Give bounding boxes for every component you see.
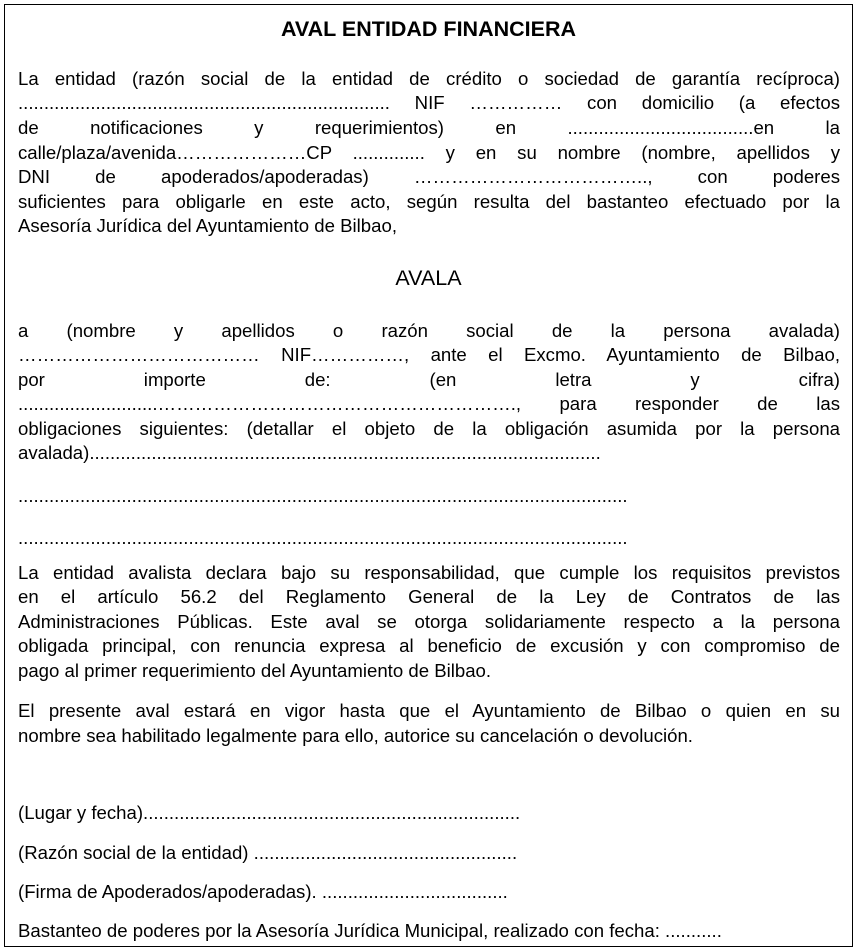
avala-heading: AVALA [395,266,462,290]
bastanteo-field: Bastanteo de poderes por la Asesoría Jurídica Municipal, realizado con fecha: ........... [18,920,722,941]
aval-form-document [4,4,853,947]
avala-blank-line-1: ...................................................................................................................... [18,485,628,506]
avala-blank-line-2: ...................................................................................................................... [18,527,628,548]
validity-line-2: nombre sea habilitado legalmente para ello, autorice su cancelación o devolución. [18,725,693,746]
avala-line-6: avalada)................................................................................................... [18,442,601,463]
place-date-field: (Lugar y fecha)......................................................................... [18,802,521,823]
intro-line-5: DNI de apoderados/apoderadas) ……………………………….., con poderes [18,166,840,187]
avala-line-4: ...........................…………………………………………………., para responder de las [18,393,840,414]
avala-line-5: obligaciones siguientes: (detallar el objeto de la obligación asumida por la persona [18,418,840,439]
declaration-line-1: La entidad avalista declara bajo su responsabilidad, que cumple los requisitos previstos [18,562,840,583]
intro-line-6: suficientes para obligarle en este acto, según resulta del bastanteo efectuado por la [18,191,840,212]
intro-line-4: calle/plaza/avenida…………………CP .............. y en su nombre (nombre, apellidos y [18,142,840,163]
intro-line-3: de notificaciones y requerimientos) en ....................................en la [18,117,840,138]
declaration-line-3: Administraciones Públicas. Este aval se otorga solidariamente respecto a la persona [18,611,840,632]
validity-line-1: El presente aval estará en vigor hasta que el Ayuntamiento de Bilbao o quien en su [18,700,840,721]
document-title: AVAL ENTIDAD FINANCIERA [280,17,577,41]
intro-line-1: La entidad (razón social de la entidad de crédito o sociedad de garantía recíproca) [18,68,840,89]
avala-line-1: a (nombre y apellidos o razón social de la persona avalada) [18,320,840,341]
entity-name-field: (Razón social de la entidad) ................................................... [18,842,518,863]
avala-line-3: por importe de: (en letra y cifra) [18,369,840,390]
signers-field: (Firma de Apoderados/apoderadas). .................................... [18,881,508,902]
intro-line-2: ........................................................................ NIF …………… con domicilio (a efectos [18,92,840,113]
intro-line-7: Asesoría Jurídica del Ayuntamiento de Bilbao, [18,215,397,236]
declaration-line-2: en el artículo 56.2 del Reglamento General de la Ley de Contratos de las [18,586,840,607]
avala-line-2: ………………………………… NIF……………, ante el Excmo. Ayuntamiento de Bilbao, [18,344,840,365]
declaration-line-5: pago al primer requerimiento del Ayuntamiento de Bilbao. [18,660,492,681]
declaration-line-4: obligada principal, con renuncia expresa al beneficio de excusión y con compromiso de [18,635,840,656]
